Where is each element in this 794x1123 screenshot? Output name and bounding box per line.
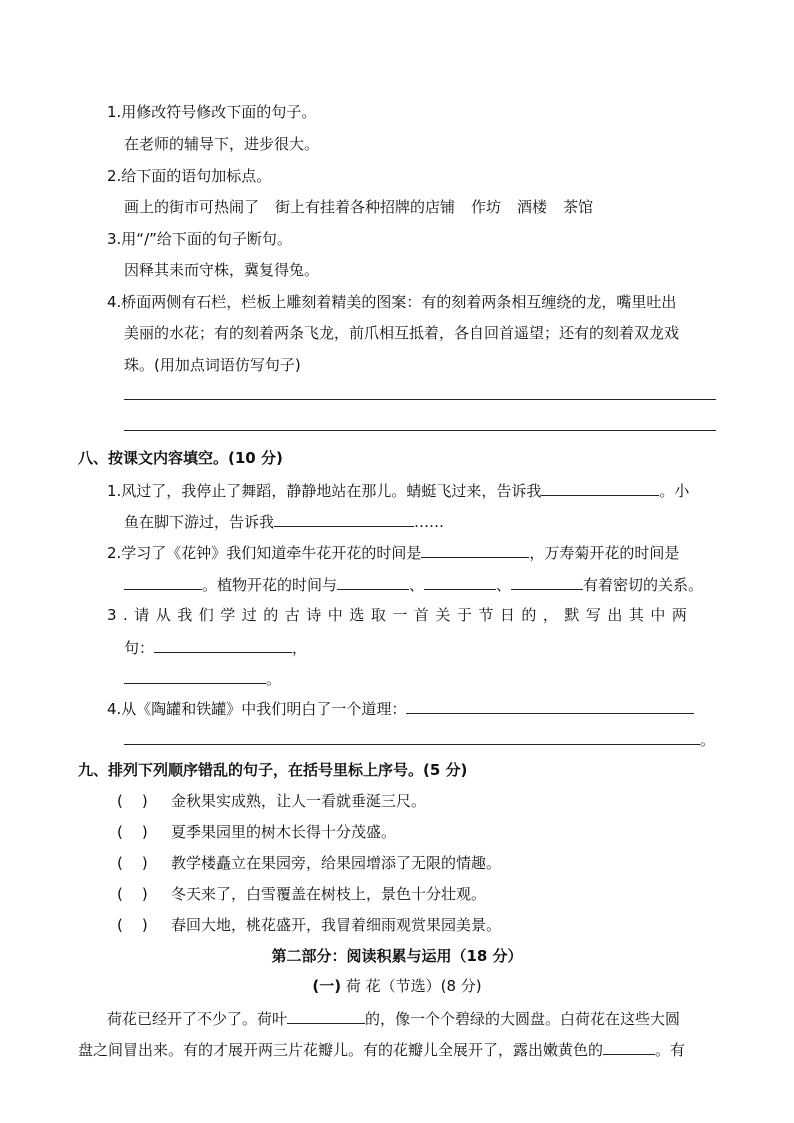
fill-blank[interactable] (424, 574, 496, 590)
q8-4-line2: 。 (124, 729, 715, 750)
list-item: ( ) 夏季果园里的树木长得十分茂盛。 (117, 823, 397, 841)
q7-2-part: 作坊 (471, 198, 502, 216)
q8-3-line3: 。 (124, 668, 281, 689)
q7-2-part: 画上的街市可热闹了 (124, 198, 260, 216)
section8-heading: 八、按课文内容填空。(10 分) (78, 449, 283, 467)
order-bracket[interactable]: ( ) (117, 823, 148, 841)
q7-1-sentence: 在老师的辅导下，进步很大。 (124, 135, 320, 153)
q7-4-line: 珠。(用加点词语仿写句子) (124, 356, 301, 374)
q7-4-line: 美丽的水花；有的刻着两条飞龙，前爪相互抵着，各自回首遥望；还有的刻着双龙戏 (124, 324, 680, 342)
fill-blank[interactable] (287, 1008, 365, 1024)
q7-3-sentence: 因释其耒而守株，冀复得兔。 (124, 261, 320, 279)
q7-2-sentence (124, 197, 593, 217)
fill-blank[interactable] (274, 511, 414, 527)
passage-line: 荷花已经开了不少了。荷叶 的，像一个个碧绿的大圆盘。白荷花在这些大圆 (107, 1010, 681, 1028)
q8-1-line2: 鱼在脚下游过，告诉我 …… (124, 513, 445, 531)
order-bracket[interactable]: ( ) (117, 885, 148, 903)
fill-blank[interactable] (541, 480, 659, 496)
q8-1-line1: 1.风过了，我停止了舞蹈，静静地站在那儿。蜻蜓飞过来，告诉我 。小 (107, 482, 690, 500)
fill-blank[interactable] (337, 574, 409, 590)
fill-blank[interactable] (603, 1039, 655, 1055)
list-item: ( ) 冬天来了，白雪覆盖在树枝上，景色十分壮观。 (117, 885, 487, 903)
q7-1-label: 1.用修改符号修改下面的句子。 (107, 103, 317, 121)
passage-line: 盘之间冒出来。有的才展开两三片花瓣儿。有的花瓣儿全展开了，露出嫩黄色的 。有 (78, 1041, 686, 1059)
fill-blank[interactable] (421, 542, 529, 558)
list-item: ( ) 春回大地，桃花盛开，我冒着细雨观赏果园美景。 (117, 916, 502, 934)
q7-2-part: 酒楼 (517, 198, 548, 216)
section9-heading: 九、排列下列顺序错乱的句子，在括号里标上序号。(5 分) (78, 761, 468, 779)
q7-2-part: 街上有挂着各种招牌的店铺 (275, 198, 456, 216)
order-bracket[interactable]: ( ) (117, 792, 148, 810)
q7-3-label: 3.用“/”给下面的句子断句。 (107, 230, 292, 248)
fill-blank[interactable] (406, 698, 694, 714)
q8-4-line1: 4.从《陶罐和铁罐》中我们明白了一个道理： (107, 698, 694, 719)
fill-blank[interactable] (124, 668, 266, 684)
order-bracket[interactable]: ( ) (117, 916, 148, 934)
answer-line[interactable] (124, 399, 716, 400)
list-item: ( ) 金秋果实成熟，让人一看就垂涎三尺。 (117, 792, 427, 810)
fill-blank[interactable] (124, 574, 202, 590)
order-bracket[interactable]: ( ) (117, 854, 148, 872)
q7-4-line: 4.桥面两侧有石栏，栏板上雕刻着精美的图案：有的刻着两条相互缠绕的龙，嘴里吐出 (107, 293, 677, 311)
q7-2-label: 2.给下面的语句加标点。 (107, 167, 272, 185)
q7-2-part: 茶馆 (563, 198, 594, 216)
q8-3-line1: 3.请从我们学过的古诗中选取一首关于节日的，默写出其中两 (107, 606, 694, 624)
q8-2-line2: 。植物开花的时间与 、 、 有着密切的关系。 (124, 574, 703, 595)
list-item: ( ) 教学楼矗立在果园旁，给果园增添了无限的情趣。 (117, 854, 502, 872)
q8-3-line2: 句： ， (124, 639, 308, 657)
fill-blank[interactable] (154, 637, 292, 653)
fill-blank[interactable] (511, 574, 583, 590)
fill-blank[interactable] (124, 729, 700, 745)
part2-subtitle: (一) 荷 花（节选）(8 分) (312, 977, 482, 995)
part2-title: 第二部分：阅读积累与运用（18 分） (271, 947, 523, 965)
answer-line[interactable] (124, 430, 716, 431)
q8-2-line1: 2.学习了《花钟》我们知道牵牛花开花的时间是 ，万寿菊开花的时间是 (107, 544, 680, 562)
